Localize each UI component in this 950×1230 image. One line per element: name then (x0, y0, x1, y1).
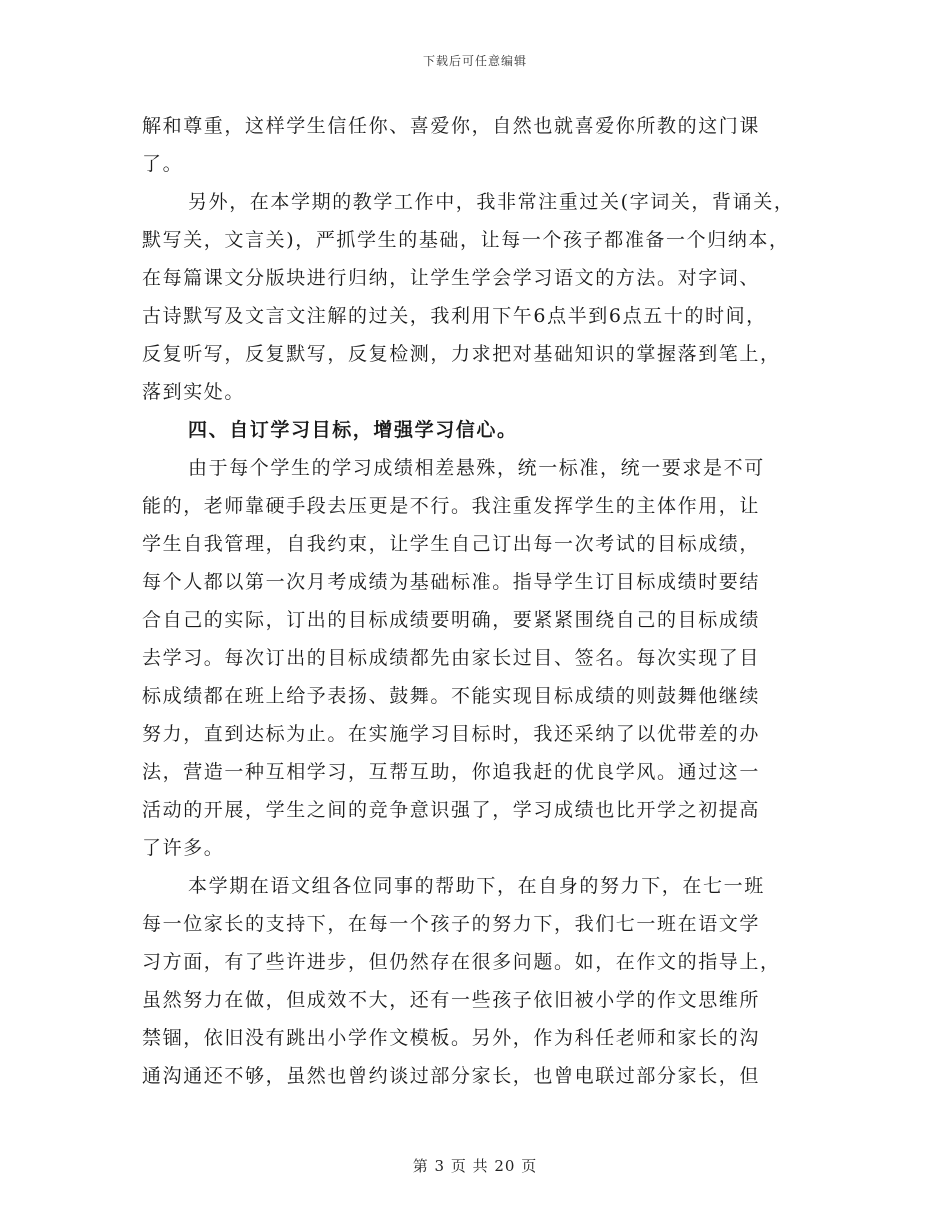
text-line: 落到实处。 (142, 381, 246, 403)
text-line: 禁锢，依旧没有跳出小学作文模板。另外，作为科任老师和家长的沟 (142, 1027, 761, 1049)
text-line: 合自己的实际，订出的目标成绩要明确，要紧紧围绕自己的目标成绩 (142, 609, 761, 631)
text-line: 每一位家长的支持下，在每一个孩子的努力下，我们七一班在语文学 (142, 913, 761, 935)
text-line: 活动的开展，学生之间的竞争意识强了，学习成绩也比开学之初提高 (142, 799, 761, 821)
paragraph-start-line: 由于每个学生的学习成绩相差悬殊，统一标准，统一要求是不可 (188, 457, 765, 479)
text-line: 每个人都以第一次月考成绩为基础标准。指导学生订目标成绩时要结 (142, 571, 761, 593)
text-line: 了许多。 (142, 837, 225, 859)
text-line: 法，营造一种互相学习，互帮互助，你追我赶的优良学风。通过这一 (142, 761, 761, 783)
text-line: 在每篇课文分版块进行归纳，让学生学会学习语文的方法。对字词、 (142, 267, 761, 289)
text-line: 努力，直到达标为止。在实施学习目标时，我还采纳了以优带差的办 (142, 723, 761, 745)
text-line: 解和尊重，这样学生信任你、喜爱你，自然也就喜爱你所教的这门课 (142, 115, 761, 137)
text-line: 了。 (142, 153, 184, 175)
text-line: 通沟通还不够，虽然也曾约谈过部分家长，也曾电联过部分家长，但 (142, 1065, 761, 1087)
paragraph-start-line: 另外，在本学期的教学工作中，我非常注重过关(字词关，背诵关， (188, 191, 795, 213)
text-line: 学生自我管理，自我约束，让学生自己订出每一次考试的目标成绩， (142, 533, 761, 555)
text-line: 能的，老师靠硬手段去压更是不行。我注重发挥学生的主体作用，让 (142, 495, 761, 517)
section-heading: 四、自订学习目标，增强学习信心。 (188, 419, 518, 441)
text-line: 反复听写，反复默写，反复检测，力求把对基础知识的掌握落到笔上， (142, 343, 781, 365)
text-line: 标成绩都在班上给予表扬、鼓舞。不能实现目标成绩的则鼓舞他继续 (142, 685, 761, 707)
page-number-footer: 第 3 页 共 20 页 (412, 1157, 538, 1175)
text-line: 虽然努力在做，但成效不大，还有一些孩子依旧被小学的作文思维所 (142, 989, 761, 1011)
text-line: 去学习。每次订出的目标成绩都先由家长过目、签名。每次实现了目 (142, 647, 761, 669)
text-line: 默写关，文言关)，严抓学生的基础，让每一个孩子都准备一个归纳本， (142, 229, 790, 251)
paragraph-start-line: 本学期在语文组各位同事的帮助下，在自身的努力下，在七一班 (188, 875, 765, 897)
text-line: 古诗默写及文言文注解的过关，我利用下午6点半到6点五十的时间， (142, 305, 767, 327)
text-line: 习方面，有了些许进步，但仍然存在很多问题。如，在作文的指导上， (142, 951, 781, 973)
page-header: 下载后可任意编辑 (422, 54, 527, 68)
